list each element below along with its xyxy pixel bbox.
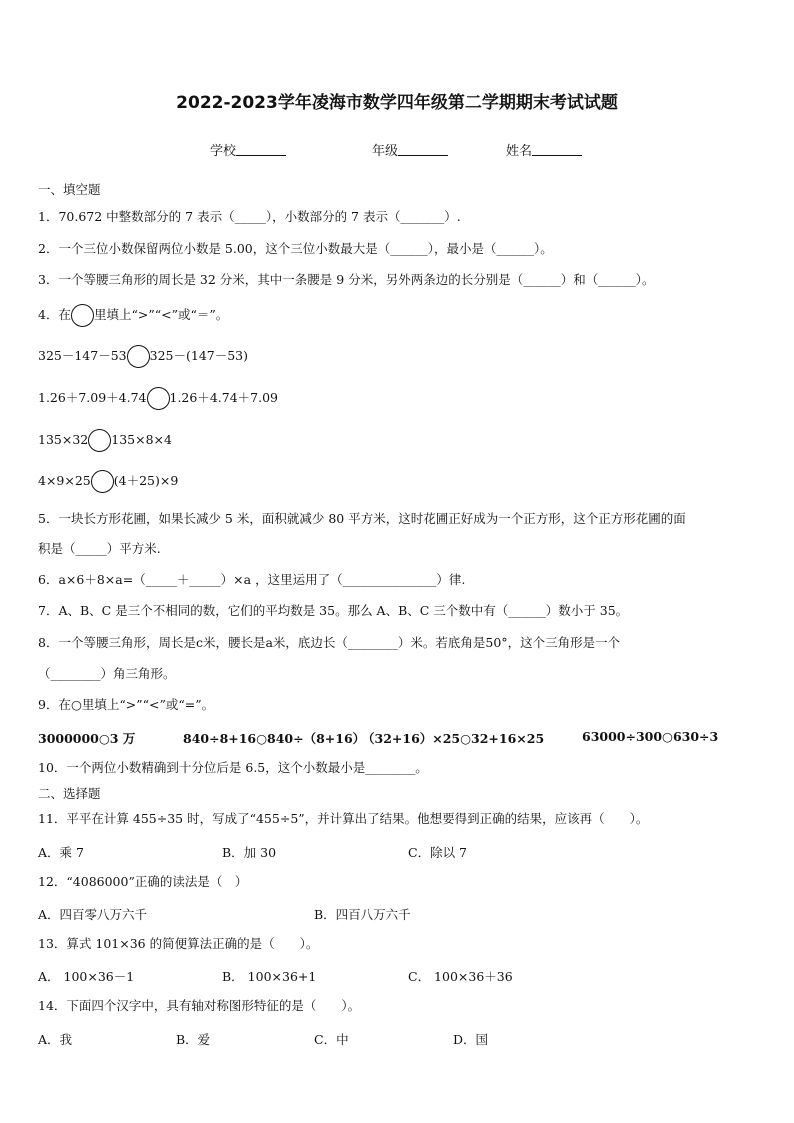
school-blank[interactable] xyxy=(236,143,286,156)
question-5-line-1: 5．一块长方形花圃，如果长减少 5 米，面积就减少 80 平方米，这时花圃正好成为一个正方形，这个正方形花圃的面 xyxy=(38,511,686,526)
grade-label: 年级 xyxy=(372,144,399,159)
q4-row-4-left: 4×9×25 xyxy=(38,473,91,488)
name-blank[interactable] xyxy=(532,143,582,156)
question-11: 11．平平在计算 455÷35 时，写成了“455÷5”，并计算出了结果。他想要得到正确的结果，应该再（ ）。 xyxy=(38,811,649,826)
q4-row-3-left: 135×32 xyxy=(38,432,89,447)
question-12: 12．“4086000”正确的读法是（ ） xyxy=(38,874,248,889)
q4-row-1-right: 325－(147－53) xyxy=(149,348,249,363)
q4-prefix: 4．在 xyxy=(38,307,71,322)
q12-option-a[interactable]: A．四百零八万六千 xyxy=(38,907,148,922)
section-fill-in: 一、填空题 xyxy=(38,182,101,197)
q4-row-2-left: 1.26＋7.09＋4.74 xyxy=(38,390,147,405)
school-label: 学校 xyxy=(210,144,237,159)
q13-option-c[interactable]: C． 100×36＋36 xyxy=(408,969,513,984)
q14-option-c[interactable]: C．中 xyxy=(314,1032,349,1047)
question-8-line-1: 8．一个等腰三角形，周长是c米，腰长是a米，底边长（________）米。若底角是50°，这个三角形是一个 xyxy=(38,635,621,650)
grade-blank[interactable] xyxy=(398,143,448,156)
question-5-line-2: 积是（_____）平方米. xyxy=(38,541,161,556)
q13-option-a[interactable]: A． 100×36－1 xyxy=(38,969,135,984)
question-8-line-2: （________）角三角形。 xyxy=(38,666,176,681)
q14-option-a[interactable]: A．我 xyxy=(38,1032,73,1047)
section-choice: 二、选择题 xyxy=(38,786,101,801)
question-13: 13．算式 101×36 的简便算法正确的是（ ）。 xyxy=(38,936,319,951)
q4-suffix: 里填上“>”“<”或“＝”。 xyxy=(93,307,229,322)
question-4 xyxy=(38,307,228,323)
q13-option-b[interactable]: B． 100×36+1 xyxy=(222,969,317,984)
answer-circle[interactable] xyxy=(127,345,150,368)
page-title: 2022-2023学年凌海市数学四年级第二学期期末考试试题 xyxy=(176,93,618,113)
q12-option-b[interactable]: B．四百八万六千 xyxy=(314,907,411,922)
q4-row-1-left: 325－147－53 xyxy=(38,348,127,363)
answer-circle xyxy=(71,304,94,327)
question-3: 3．一个等腰三角形的周长是 32 分米，其中一条腰是 9 分米，另外两条边的长分别是（______）和（______）。 xyxy=(38,272,655,287)
question-10: 10．一个两位小数精确到十分位后是 6.5，这个小数最小是________。 xyxy=(38,760,428,775)
q9-item-4: 63000÷300○630÷3 xyxy=(582,729,719,744)
q4-row-3-right: 135×8×4 xyxy=(111,432,172,447)
school-field[interactable] xyxy=(210,140,286,159)
q14-option-d[interactable]: D．国 xyxy=(453,1032,489,1047)
answer-circle[interactable] xyxy=(91,470,114,493)
q11-option-b[interactable]: B．加 30 xyxy=(222,845,277,860)
q9-item-3: （32+16）×25○32+16×25 xyxy=(362,731,545,746)
question-9: 9．在○里填上“>”“<”或“=”。 xyxy=(38,697,215,712)
q9-item-1: 3000000○3 万 xyxy=(38,731,136,746)
question-14: 14．下面四个汉字中，具有轴对称图形特征的是（ ）。 xyxy=(38,998,361,1013)
q14-option-b[interactable]: B．爱 xyxy=(176,1032,211,1047)
name-field[interactable] xyxy=(506,140,582,159)
answer-circle[interactable] xyxy=(147,387,170,410)
question-2: 2．一个三位小数保留两位小数是 5.00，这个三位小数最大是（______），最小是（______）。 xyxy=(38,241,553,256)
question-6: 6．a×6＋8×a=（_____＋_____）×a ，这里运用了（_______________）律. xyxy=(38,572,466,587)
q4-row-1 xyxy=(38,348,248,364)
name-label: 姓名 xyxy=(506,144,533,159)
question-7: 7．A、B、C 是三个不相同的数，它们的平均数是 35。那么 A、B、C 三个数中有（______）数小于 35。 xyxy=(38,603,629,618)
q4-row-2 xyxy=(38,390,278,406)
q4-row-3 xyxy=(38,432,172,448)
answer-circle[interactable] xyxy=(88,429,111,452)
q11-option-a[interactable]: A．乘 7 xyxy=(38,845,84,860)
q4-row-2-right: 1.26＋4.74＋7.09 xyxy=(169,390,278,405)
q4-row-4 xyxy=(38,473,178,489)
q11-option-c[interactable]: C．除以 7 xyxy=(408,845,467,860)
question-1: 1．70.672 中整数部分的 7 表示（_____），小数部分的 7 表示（_______）. xyxy=(38,209,461,224)
grade-field[interactable] xyxy=(372,140,448,159)
q9-item-2: 840÷8+16○840÷（8+16） xyxy=(183,731,366,746)
q4-row-4-right: (4＋25)×9 xyxy=(113,473,179,488)
